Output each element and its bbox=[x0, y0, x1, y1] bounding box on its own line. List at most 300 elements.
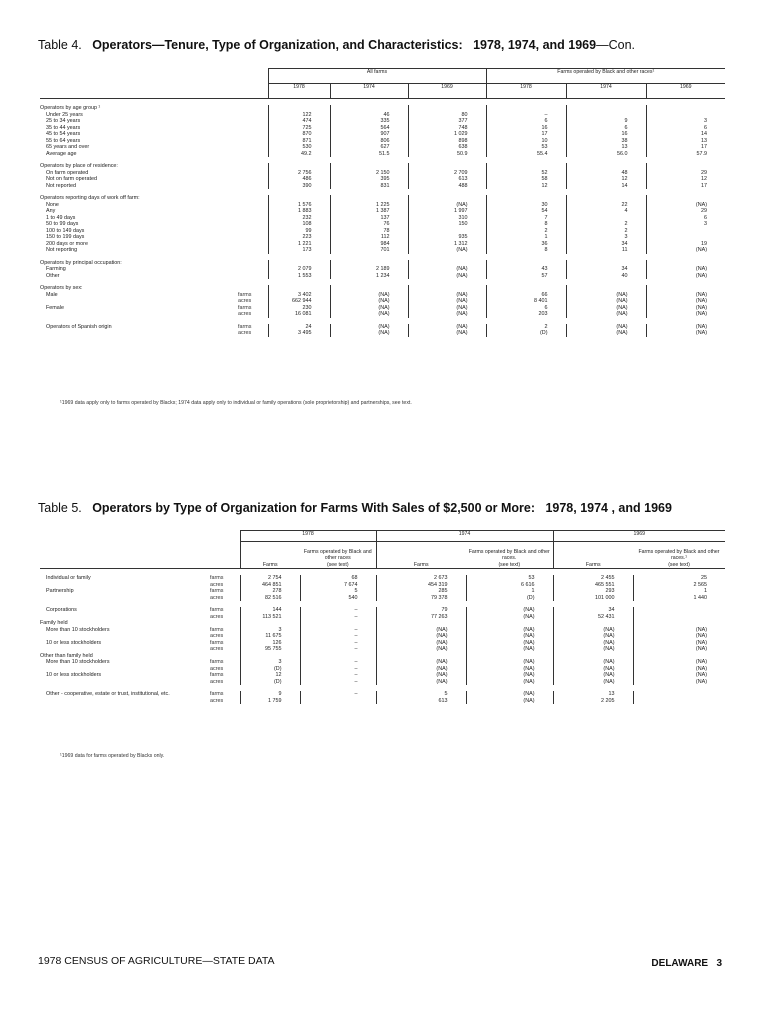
cell-value: 55.4 bbox=[486, 151, 566, 158]
row-unit: acres bbox=[210, 697, 224, 704]
cell-value: 108 bbox=[268, 221, 330, 228]
cell-value: (NA) bbox=[466, 614, 553, 621]
row-label: Operators by place of residence: bbox=[40, 163, 118, 169]
cell-value: 464 851 bbox=[240, 582, 300, 589]
cell-value: 278 bbox=[240, 588, 300, 595]
cell-value: 24 bbox=[268, 324, 330, 331]
row-unit: acres bbox=[238, 330, 252, 336]
cell-value: 3 bbox=[240, 627, 300, 634]
cell-value: (NA) bbox=[376, 646, 466, 653]
cell-value: 17 bbox=[646, 144, 725, 151]
cell-value: 2 754 bbox=[240, 575, 300, 582]
cell-value: 1 221 bbox=[268, 241, 330, 248]
cell-value: 57.9 bbox=[646, 151, 725, 158]
cell-value: 53 bbox=[466, 575, 553, 582]
cell-value: (NA) bbox=[633, 646, 725, 653]
cell-value: (NA) bbox=[646, 273, 725, 280]
cell-value: (NA) bbox=[566, 292, 646, 299]
cell-value: 6 bbox=[486, 305, 566, 312]
cell-value: (NA) bbox=[376, 633, 466, 640]
cell-value: (NA) bbox=[408, 311, 486, 318]
cell-value: 36 bbox=[486, 241, 566, 248]
cell-value: 293 bbox=[553, 588, 633, 595]
cell-value: (NA) bbox=[330, 330, 408, 337]
row-unit: acres bbox=[238, 311, 252, 317]
cell-value: (NA) bbox=[646, 311, 725, 318]
cell-value: 2 bbox=[566, 221, 646, 228]
row-label: Other - cooperative, estate or trust, institutional, etc. bbox=[46, 691, 170, 697]
cell-value: (NA) bbox=[646, 330, 725, 337]
cell-value: 50.9 bbox=[408, 151, 486, 158]
cell-value: (NA) bbox=[330, 298, 408, 305]
cell-value: 871 bbox=[268, 138, 330, 145]
cell-value: – bbox=[300, 633, 376, 640]
cell-value: 52 bbox=[486, 170, 566, 177]
cell-value: – bbox=[300, 666, 376, 673]
cell-value: 6 bbox=[646, 215, 725, 222]
cell-value: (NA) bbox=[553, 640, 633, 647]
cell-value: 3 bbox=[646, 221, 725, 228]
cell-value: (NA) bbox=[376, 627, 466, 634]
cell-value: 6 bbox=[646, 125, 725, 132]
cell-value: 68 bbox=[300, 575, 376, 582]
subhead-black: Farms operated by Black and other races. (see text) bbox=[468, 548, 550, 568]
cell-value: (NA) bbox=[646, 305, 725, 312]
cell-value: 2 709 bbox=[408, 170, 486, 177]
table4-footnote: ¹1969 data apply only to farms operated by Blacks; 1974 data apply only to individual or family operations (sole proprietorship) and partnerships, see text. bbox=[60, 400, 412, 406]
row-label bbox=[40, 330, 236, 337]
cell-value: 12 bbox=[486, 183, 566, 190]
row-unit: farms bbox=[210, 588, 224, 594]
cell-value: 101 000 bbox=[553, 595, 633, 602]
cell-value: 2 205 bbox=[553, 698, 633, 705]
cell-value: – bbox=[300, 646, 376, 653]
cell-value: (NA) bbox=[466, 607, 553, 614]
cell-value: – bbox=[300, 659, 376, 666]
cell-value: – bbox=[300, 614, 376, 621]
cell-value: 66 bbox=[486, 292, 566, 299]
cell-value: 3 bbox=[566, 234, 646, 241]
row-label: More than 10 stockholders bbox=[46, 659, 110, 665]
cell-value: (NA) bbox=[330, 292, 408, 299]
cell-value: 25 bbox=[633, 575, 725, 582]
cell-value: 9 bbox=[566, 118, 646, 125]
cell-value: 40 bbox=[566, 273, 646, 280]
cell-value: (NA) bbox=[408, 324, 486, 331]
cell-value: 38 bbox=[566, 138, 646, 145]
row-label: 50 to 99 days bbox=[46, 221, 79, 227]
cell-value: (NA) bbox=[408, 273, 486, 280]
row-unit: farms bbox=[210, 672, 224, 678]
cell-value: 2 bbox=[486, 324, 566, 331]
cell-value: 49.2 bbox=[268, 151, 330, 158]
row-label: Not reporting bbox=[46, 247, 78, 253]
cell-value: (NA) bbox=[376, 672, 466, 679]
cell-value: 34 bbox=[566, 266, 646, 273]
cell-value: 34 bbox=[566, 241, 646, 248]
cell-value: 2 bbox=[566, 228, 646, 235]
col-header: 1969 bbox=[408, 84, 486, 99]
row-label: Male bbox=[46, 291, 58, 298]
cell-value: (NA) bbox=[553, 633, 633, 640]
cell-value: (D) bbox=[240, 666, 300, 673]
cell-value: 79 378 bbox=[376, 595, 466, 602]
cell-value: (NA) bbox=[330, 305, 408, 312]
cell-value: (NA) bbox=[646, 266, 725, 273]
cell-value: 9 bbox=[240, 691, 300, 698]
cell-value: (NA) bbox=[408, 298, 486, 305]
cell-value: 2 565 bbox=[633, 582, 725, 589]
table5 bbox=[40, 530, 725, 704]
cell-value: 5 bbox=[376, 691, 466, 698]
cell-value: 310 bbox=[408, 215, 486, 222]
cell-value: 48 bbox=[566, 170, 646, 177]
cell-value: 78 bbox=[330, 228, 408, 235]
group-black-farms: Farms operated by Black and other races¹ bbox=[486, 69, 725, 84]
cell-value: 486 bbox=[268, 176, 330, 183]
cell-value: 16 081 bbox=[268, 311, 330, 318]
cell-value: 99 bbox=[268, 228, 330, 235]
cell-value: – bbox=[300, 691, 376, 698]
row-unit: farms bbox=[238, 323, 252, 330]
cell-value: (NA) bbox=[566, 311, 646, 318]
cell-value: 80 bbox=[408, 112, 486, 119]
cell-value: 465 551 bbox=[553, 582, 633, 589]
cell-value: 1 576 bbox=[268, 202, 330, 209]
cell-value: 395 bbox=[330, 176, 408, 183]
row-label: Other bbox=[46, 272, 60, 279]
cell-value: (NA) bbox=[633, 640, 725, 647]
cell-value: 2 079 bbox=[268, 266, 330, 273]
row-unit: acres bbox=[238, 298, 252, 304]
cell-value: 870 bbox=[268, 131, 330, 138]
cell-value: 1 759 bbox=[240, 698, 300, 705]
row-label: Under 25 years bbox=[46, 111, 83, 118]
cell-value: 57 bbox=[486, 273, 566, 280]
cell-value: 12 bbox=[646, 176, 725, 183]
cell-value: 58 bbox=[486, 176, 566, 183]
cell-value: – bbox=[486, 112, 566, 119]
cell-value: (NA) bbox=[553, 672, 633, 679]
row-unit: farms bbox=[210, 639, 224, 646]
row-label: Corporations bbox=[46, 607, 77, 613]
cell-value: (NA) bbox=[553, 627, 633, 634]
row-label: Operators reporting days of work off farm: bbox=[40, 195, 140, 201]
cell-value: 8 401 bbox=[486, 298, 566, 305]
cell-value: 638 bbox=[408, 144, 486, 151]
cell-value: (NA) bbox=[566, 305, 646, 312]
cell-value: 1 bbox=[633, 588, 725, 595]
cell-value: 6 bbox=[486, 118, 566, 125]
row-unit: acres bbox=[210, 665, 224, 672]
cell-value: 13 bbox=[566, 144, 646, 151]
row-unit: farms bbox=[210, 659, 224, 665]
cell-value: 6 bbox=[566, 125, 646, 132]
cell-value: 29 bbox=[646, 208, 725, 215]
cell-value: (NA) bbox=[466, 633, 553, 640]
cell-value: 530 bbox=[268, 144, 330, 151]
subhead-black: Farms operated by Black and other races.¹ (see text) bbox=[638, 548, 720, 568]
row-unit: acres bbox=[210, 633, 224, 639]
cell-value: 898 bbox=[408, 138, 486, 145]
cell-value: 46 bbox=[330, 112, 408, 119]
cell-value: 11 bbox=[566, 247, 646, 254]
cell-value: 8 bbox=[486, 221, 566, 228]
cell-value: 907 bbox=[330, 131, 408, 138]
cell-value: 82 516 bbox=[240, 595, 300, 602]
row-unit: farms bbox=[238, 291, 252, 298]
cell-value: 1 bbox=[466, 588, 553, 595]
cell-value: (NA) bbox=[553, 679, 633, 686]
cell-value: (NA) bbox=[376, 640, 466, 647]
cell-value: (NA) bbox=[466, 691, 553, 698]
row-label: 55 to 64 years bbox=[46, 137, 81, 144]
cell-value: 1 029 bbox=[408, 131, 486, 138]
row-unit: farms bbox=[210, 607, 224, 613]
cell-value: 126 bbox=[240, 640, 300, 647]
cell-value: 203 bbox=[486, 311, 566, 318]
row-unit: farms bbox=[210, 575, 224, 581]
row-label: 150 to 199 days bbox=[46, 234, 85, 240]
cell-value: (D) bbox=[240, 679, 300, 686]
cell-value: (NA) bbox=[466, 679, 553, 686]
cell-value: (NA) bbox=[376, 659, 466, 666]
col-header: 1978 bbox=[486, 84, 566, 99]
row-label: Operators by age group ¹ bbox=[40, 105, 101, 111]
page-footer-title: 1978 CENSUS OF AGRICULTURE—STATE DATA bbox=[38, 955, 275, 967]
cell-value: (NA) bbox=[408, 305, 486, 312]
row-label: Average age bbox=[46, 150, 77, 157]
cell-value: (NA) bbox=[566, 298, 646, 305]
cell-value: 14 bbox=[566, 183, 646, 190]
cell-value: (NA) bbox=[408, 330, 486, 337]
cell-value: – bbox=[300, 607, 376, 614]
table-row bbox=[40, 330, 725, 337]
cell-value: – bbox=[300, 627, 376, 634]
row-label: Not reported bbox=[46, 182, 76, 189]
cell-value: 935 bbox=[408, 234, 486, 241]
cell-value: (NA) bbox=[466, 646, 553, 653]
table4 bbox=[40, 68, 725, 337]
cell-value: (NA) bbox=[553, 646, 633, 653]
table5-footnote: ¹1969 data for farms operated by Blacks only. bbox=[60, 753, 165, 759]
table4-body bbox=[40, 105, 725, 337]
cell-value: 137 bbox=[330, 215, 408, 222]
row-label: Partnership bbox=[46, 588, 74, 594]
cell-value: (NA) bbox=[466, 672, 553, 679]
cell-value: (NA) bbox=[646, 298, 725, 305]
row-label: 200 days or more bbox=[46, 240, 88, 247]
cell-value: 54 bbox=[486, 208, 566, 215]
row-label: Family held bbox=[40, 620, 68, 626]
cell-value: 1 387 bbox=[330, 208, 408, 215]
cell-value: 17 bbox=[486, 131, 566, 138]
subhead-black: Farms operated by Black and other races (see text) bbox=[303, 548, 372, 568]
cell-value: 564 bbox=[330, 125, 408, 132]
cell-value: (NA) bbox=[408, 202, 486, 209]
row-label: Female bbox=[46, 304, 64, 311]
cell-value: (NA) bbox=[466, 698, 553, 705]
cell-value: 1 997 bbox=[408, 208, 486, 215]
cell-value: 3 402 bbox=[268, 292, 330, 299]
cell-value: (NA) bbox=[466, 640, 553, 647]
subhead-farms: Farms bbox=[553, 542, 633, 569]
cell-value: 1 225 bbox=[330, 202, 408, 209]
row-unit: farms bbox=[210, 691, 224, 697]
row-label: 100 to 149 days bbox=[46, 227, 85, 234]
year-header: 1978 bbox=[240, 531, 376, 542]
row-label: 10 or less stockholders bbox=[46, 672, 102, 678]
cell-value: 12 bbox=[566, 176, 646, 183]
cell-value: (NA) bbox=[376, 666, 466, 673]
cell-value: (NA) bbox=[408, 247, 486, 254]
cell-value: – bbox=[300, 679, 376, 686]
row-label: 65 years and over bbox=[46, 144, 90, 150]
cell-value: 1 bbox=[486, 234, 566, 241]
cell-value: 95 755 bbox=[240, 646, 300, 653]
cell-value: (NA) bbox=[633, 672, 725, 679]
row-unit: acres bbox=[210, 613, 224, 620]
row-label: Farming bbox=[46, 266, 66, 272]
cell-value: 748 bbox=[408, 125, 486, 132]
cell-value: (NA) bbox=[566, 330, 646, 337]
cell-value: (NA) bbox=[633, 666, 725, 673]
cell-value: 11 675 bbox=[240, 633, 300, 640]
row-label: On farm operated bbox=[46, 169, 89, 176]
row-unit: acres bbox=[210, 646, 224, 652]
cell-value: (NA) bbox=[646, 247, 725, 254]
cell-value: 1 883 bbox=[268, 208, 330, 215]
cell-value: 76 bbox=[330, 221, 408, 228]
cell-value: 3 bbox=[240, 659, 300, 666]
row-label: Other than family held bbox=[40, 652, 93, 659]
cell-value: 2 673 bbox=[376, 575, 466, 582]
row-label: Not on farm operated bbox=[46, 176, 97, 182]
cell-value: 6 616 bbox=[466, 582, 553, 589]
cell-value: 13 bbox=[646, 138, 725, 145]
col-header: 1974 bbox=[330, 84, 408, 99]
cell-value: 223 bbox=[268, 234, 330, 241]
cell-value: (NA) bbox=[330, 311, 408, 318]
cell-value: 831 bbox=[330, 183, 408, 190]
cell-value: (D) bbox=[486, 330, 566, 337]
cell-value: 4 bbox=[566, 208, 646, 215]
cell-value: 662 944 bbox=[268, 298, 330, 305]
cell-value: (NA) bbox=[633, 633, 725, 640]
cell-value: 335 bbox=[330, 118, 408, 125]
cell-value: 52 431 bbox=[553, 614, 633, 621]
table5-title: Table 5. Operators by Type of Organization for Farms With Sales of $2,500 or More: 1978, 1974 , and 1969 bbox=[38, 501, 672, 515]
cell-value: 1 440 bbox=[633, 595, 725, 602]
cell-value: 51.5 bbox=[330, 151, 408, 158]
cell-value: (NA) bbox=[646, 202, 725, 209]
subhead-farms: Farms bbox=[240, 542, 300, 569]
cell-value: 806 bbox=[330, 138, 408, 145]
cell-value: 984 bbox=[330, 241, 408, 248]
cell-value: 56.0 bbox=[566, 151, 646, 158]
cell-value: 43 bbox=[486, 266, 566, 273]
cell-value: 2 150 bbox=[330, 170, 408, 177]
row-unit: acres bbox=[210, 581, 224, 588]
cell-value: 173 bbox=[268, 247, 330, 254]
subhead-farms: Farms bbox=[376, 542, 466, 569]
row-label: 10 or less stockholders bbox=[46, 639, 102, 646]
col-header: 1969 bbox=[646, 84, 725, 99]
cell-value: 725 bbox=[268, 125, 330, 132]
cell-value: 16 bbox=[566, 131, 646, 138]
cell-value: 10 bbox=[486, 138, 566, 145]
cell-value: 8 bbox=[486, 247, 566, 254]
row-label: 25 to 34 years bbox=[46, 118, 81, 124]
cell-value: (NA) bbox=[466, 659, 553, 666]
cell-value: 79 bbox=[376, 607, 466, 614]
row-unit: farms bbox=[238, 304, 252, 311]
cell-value: (NA) bbox=[633, 679, 725, 686]
cell-value: 540 bbox=[300, 595, 376, 602]
cell-value: 12 bbox=[240, 672, 300, 679]
year-header: 1969 bbox=[553, 531, 725, 542]
cell-value: 701 bbox=[330, 247, 408, 254]
cell-value: (NA) bbox=[408, 266, 486, 273]
cell-value: 113 521 bbox=[240, 614, 300, 621]
cell-value: 627 bbox=[330, 144, 408, 151]
cell-value: 488 bbox=[408, 183, 486, 190]
cell-value: 122 bbox=[268, 112, 330, 119]
row-label: More than 10 stockholders bbox=[46, 626, 110, 633]
col-header: 1978 bbox=[268, 84, 330, 99]
year-header: 1974 bbox=[376, 531, 553, 542]
cell-value: (D) bbox=[466, 595, 553, 602]
cell-value: 390 bbox=[268, 183, 330, 190]
cell-value: 14 bbox=[646, 131, 725, 138]
cell-value: 150 bbox=[408, 221, 486, 228]
cell-value: 3 bbox=[646, 118, 725, 125]
cell-value: (NA) bbox=[408, 292, 486, 299]
cell-value: (NA) bbox=[553, 659, 633, 666]
cell-value: 22 bbox=[566, 202, 646, 209]
cell-value: (NA) bbox=[646, 292, 725, 299]
group-all-farms: All farms bbox=[268, 69, 486, 84]
cell-value: 5 bbox=[300, 588, 376, 595]
cell-value: 230 bbox=[268, 305, 330, 312]
cell-value: 29 bbox=[646, 170, 725, 177]
cell-value: 19 bbox=[646, 241, 725, 248]
cell-value: (NA) bbox=[330, 324, 408, 331]
cell-value: (NA) bbox=[553, 666, 633, 673]
cell-value: 1 312 bbox=[408, 241, 486, 248]
cell-value: 613 bbox=[376, 698, 466, 705]
cell-value: 144 bbox=[240, 607, 300, 614]
cell-value: 2 455 bbox=[553, 575, 633, 582]
cell-value: (NA) bbox=[466, 666, 553, 673]
cell-value bbox=[300, 698, 376, 705]
cell-value: 77 263 bbox=[376, 614, 466, 621]
cell-value: 7 674 bbox=[300, 582, 376, 589]
row-label: Operators by principal occupation: bbox=[40, 259, 122, 266]
cell-value: 2 189 bbox=[330, 266, 408, 273]
cell-value: 112 bbox=[330, 234, 408, 241]
cell-value: (NA) bbox=[646, 324, 725, 331]
row-label: Operators of Spanish origin bbox=[46, 323, 112, 330]
table4-title: Table 4. Operators—Tenure, Type of Organization, and Characteristics: 1978, 1974, and 1969—Con. bbox=[38, 38, 635, 52]
row-label bbox=[40, 698, 208, 705]
cell-value: 1 234 bbox=[330, 273, 408, 280]
row-label: Any bbox=[46, 208, 56, 214]
cell-value: 2 756 bbox=[268, 170, 330, 177]
cell-value: 454 319 bbox=[376, 582, 466, 589]
page-footer-state: DELAWARE 3 bbox=[651, 958, 722, 969]
row-label: Individual or family bbox=[46, 575, 91, 581]
